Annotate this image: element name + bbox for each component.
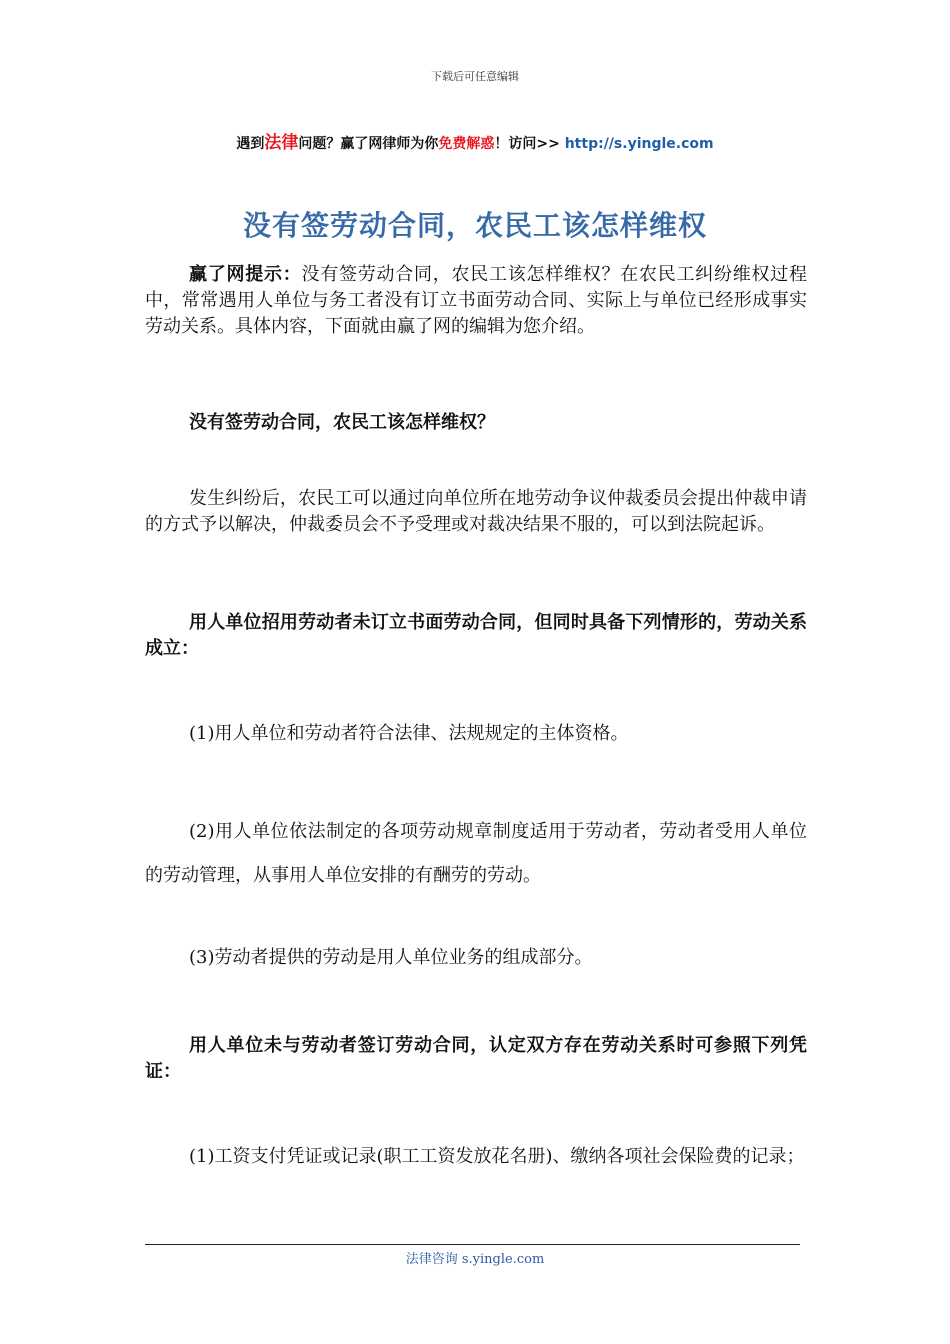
promo-text: ！访问>> — [494, 136, 565, 152]
intro-lead: 赢了网提示： — [189, 264, 302, 285]
promo-highlight-free: 免费解惑 — [438, 136, 495, 152]
promo-text: 遇到 — [236, 136, 265, 152]
page-title: 没有签劳动合同，农民工该怎样维权 — [242, 209, 707, 242]
promo-text: 问题？赢了网律师为你 — [298, 136, 439, 152]
promo-highlight-law: 法律 — [264, 133, 299, 153]
header-note: 下载后可任意编辑 — [431, 70, 519, 83]
intro-paragraph — [145, 262, 807, 340]
section1-item: (2)用人单位依法制定的各项劳动规章制度适用于劳动者，劳动者受用人单位的劳动管理，从事用人单位安排的有酬劳的劳动。 — [145, 821, 807, 886]
promo-banner — [0, 128, 950, 153]
section2-item: (1)工资支付凭证或记录(职工工资发放花名册)、缴纳各项社会保险费的记录； — [189, 1146, 805, 1167]
footer-link[interactable]: 法律咨询 s.yingle.com — [405, 1252, 545, 1267]
promo-link[interactable]: http://s.yingle.com — [564, 136, 714, 152]
section1-heading: 用人单位招用劳动者未订立书面劳动合同，但同时具备下列情形的，劳动关系成立： — [145, 612, 807, 659]
answer-paragraph: 发生纠纷后，农民工可以通过向单位所在地劳动争议仲裁委员会提出仲裁申请的方式予以解决，仲裁委员会不予受理或对裁决结果不服的，可以到法院起诉。 — [145, 488, 807, 535]
section1-item: (3)劳动者提供的劳动是用人单位业务的组成部分。 — [189, 947, 593, 968]
question-heading: 没有签劳动合同，农民工该怎样维权？ — [189, 412, 495, 433]
intro-text: 没有签劳动合同，农民工该怎样维权？在农民工纠纷维权过程中，常常遇用人单位与务工者没有订立书面劳动合同、实际上与单位已经形成事实劳动关系。具体内容，下面就由赢了网的编辑为您介绍。 — [145, 264, 807, 337]
section1-item: (1)用人单位和劳动者符合法律、法规规定的主体资格。 — [189, 723, 629, 744]
footer-divider — [145, 1244, 800, 1245]
section2-heading: 用人单位未与劳动者签订劳动合同，认定双方存在劳动关系时可参照下列凭证： — [145, 1035, 807, 1082]
